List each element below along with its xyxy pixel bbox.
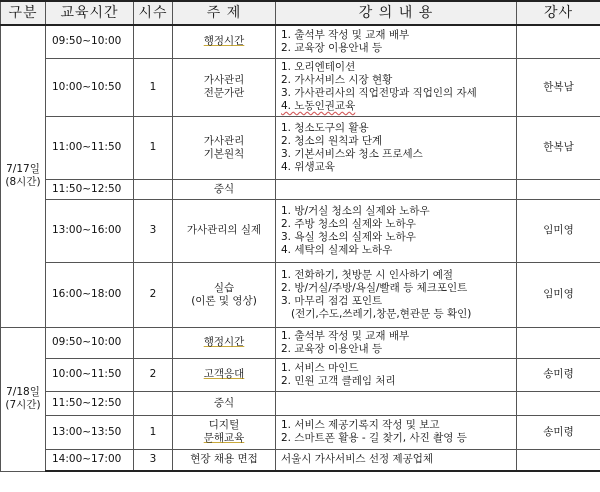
header-row bbox=[1, 1, 600, 25]
content-line: 2. 가사서비스 시장 현황 bbox=[281, 74, 393, 86]
header-division: 구분 bbox=[1, 1, 46, 25]
instructor-cell bbox=[517, 449, 600, 471]
content-line: 1. 출석부 작성 및 교재 배부 bbox=[281, 329, 410, 342]
instructor-cell: 송미령 bbox=[517, 358, 600, 391]
hours-cell: 1 bbox=[134, 116, 173, 179]
table-row bbox=[1, 262, 600, 327]
content-cell bbox=[276, 25, 517, 58]
header-content: 강 의 내 용 bbox=[276, 1, 517, 25]
day-total: (8시간) bbox=[5, 176, 41, 189]
content-line: 1. 서비스 마인드 bbox=[281, 361, 359, 374]
topic-line: (이론 및 영상) bbox=[191, 294, 257, 307]
topic-line: 가사관리 bbox=[203, 74, 245, 86]
topic-cell bbox=[173, 327, 276, 358]
topic-line: 기본원칙 bbox=[203, 147, 245, 160]
topic-line: 중식 bbox=[213, 182, 235, 195]
time-cell: 09:50~10:00 bbox=[46, 327, 134, 358]
topic-line: 가사관리 bbox=[203, 134, 245, 147]
day-date: 7/17일 bbox=[6, 163, 40, 176]
content-line: 1. 출석부 작성 및 교재 배부 bbox=[281, 28, 410, 41]
time-cell: 11:00~11:50 bbox=[46, 116, 134, 179]
topic-cell bbox=[173, 391, 276, 415]
topic-cell bbox=[173, 262, 276, 327]
content-line: 1. 오리엔테이션 bbox=[281, 61, 356, 73]
content-line: 2. 방/거실/주방/욕실/빨래 등 체크포인트 bbox=[281, 281, 468, 294]
time-cell: 10:00~10:50 bbox=[46, 58, 134, 116]
content-line: 3. 가사관리사의 직업전망과 직업인의 자세 bbox=[281, 87, 477, 99]
instructor-cell bbox=[517, 25, 600, 58]
hours-cell: 2 bbox=[134, 358, 173, 391]
content-cell bbox=[276, 449, 517, 471]
table-row bbox=[1, 199, 600, 262]
content-cell bbox=[276, 116, 517, 179]
hours-cell: 1 bbox=[134, 415, 173, 449]
hours-cell: 3 bbox=[134, 449, 173, 471]
topic-line: 행정시간 bbox=[203, 336, 245, 348]
time-cell: 13:00~16:00 bbox=[46, 199, 134, 262]
time-cell: 09:50~10:00 bbox=[46, 25, 134, 58]
content-line: 서울시 가사서비스 선정 제공업체 bbox=[281, 453, 434, 466]
topic-line: 디지털 bbox=[208, 419, 240, 431]
time-cell: 10:00~11:50 bbox=[46, 358, 134, 391]
content-line: 2. 교육장 이용안내 등 bbox=[281, 342, 383, 355]
time-cell: 13:00~13:50 bbox=[46, 415, 134, 449]
content-line: 2. 스마트폰 활용 - 길 찾기, 사진 촬영 등 bbox=[281, 432, 467, 444]
content-cell bbox=[276, 391, 517, 415]
content-line: (전기,수도,쓰레기,창문,현관문 등 확인) bbox=[291, 307, 472, 320]
instructor-cell: 임미영 bbox=[517, 262, 600, 327]
day-total: (7시간) bbox=[5, 399, 41, 411]
topic-line: 중식 bbox=[213, 396, 235, 409]
time-cell: 16:00~18:00 bbox=[46, 262, 134, 327]
topic-line: 가사관리의 실제 bbox=[186, 224, 262, 236]
content-cell bbox=[276, 327, 517, 358]
table-row bbox=[1, 25, 600, 58]
day-date: 7/18일 bbox=[6, 386, 40, 398]
topic-line: 문해교육 bbox=[203, 432, 245, 444]
content-line: 3. 기본서비스와 청소 프로세스 bbox=[281, 147, 423, 160]
hours-cell: 1 bbox=[134, 58, 173, 116]
day-cell bbox=[1, 327, 46, 471]
table-row bbox=[1, 449, 600, 471]
instructor-cell bbox=[517, 391, 600, 415]
content-cell bbox=[276, 58, 517, 116]
topic-cell bbox=[173, 415, 276, 449]
topic-cell bbox=[173, 358, 276, 391]
content-line: 1. 전화하기, 첫방문 시 인사하기 예절 bbox=[281, 268, 454, 281]
content-line: 4. 노동인권교육 bbox=[281, 100, 356, 112]
topic-line: 전문가란 bbox=[203, 87, 245, 99]
time-cell: 11:50~12:50 bbox=[46, 391, 134, 415]
table-row bbox=[1, 415, 600, 449]
hours-cell bbox=[134, 25, 173, 58]
content-cell bbox=[276, 262, 517, 327]
content-line: 1. 방/거실 청소의 실제와 노하우 bbox=[281, 204, 430, 217]
topic-line: 실습 bbox=[213, 281, 235, 294]
topic-cell bbox=[173, 25, 276, 58]
hours-cell bbox=[134, 327, 173, 358]
instructor-cell: 한복남 bbox=[517, 116, 600, 179]
topic-line: 행정시간 bbox=[203, 35, 245, 48]
table-row bbox=[1, 327, 600, 358]
content-line: 2. 주방 청소의 실제와 노하우 bbox=[281, 217, 416, 230]
topic-cell bbox=[173, 58, 276, 116]
topic-line: 고객응대 bbox=[203, 368, 245, 380]
header-topic: 주 제 bbox=[173, 1, 276, 25]
topic-cell bbox=[173, 449, 276, 471]
table-row bbox=[1, 116, 600, 179]
table-row bbox=[1, 358, 600, 391]
topic-line: 현장 채용 면접 bbox=[190, 453, 258, 466]
content-line: 4. 위생교육 bbox=[281, 160, 335, 173]
table-row bbox=[1, 391, 600, 415]
content-line: 2. 교육장 이용안내 등 bbox=[281, 41, 383, 54]
content-line: 1. 서비스 제공기록지 작성 및 보고 bbox=[281, 419, 440, 431]
content-line: 4. 세탁의 실제와 노하우 bbox=[281, 243, 393, 256]
content-cell bbox=[276, 179, 517, 199]
content-cell bbox=[276, 358, 517, 391]
topic-cell bbox=[173, 116, 276, 179]
instructor-cell: 임미영 bbox=[517, 199, 600, 262]
content-cell bbox=[276, 415, 517, 449]
content-line: 1. 청소도구의 활용 bbox=[281, 121, 369, 134]
topic-cell bbox=[173, 199, 276, 262]
content-line: 3. 마무리 점검 포인트 bbox=[281, 294, 383, 307]
content-line: 2. 청소의 원칙과 단계 bbox=[281, 134, 383, 147]
header-time: 교육시간 bbox=[46, 1, 134, 25]
hours-cell bbox=[134, 391, 173, 415]
content-line: 3. 욕실 청소의 실제와 노하우 bbox=[281, 230, 416, 243]
header-hours: 시수 bbox=[134, 1, 173, 25]
content-line: 2. 민원 고객 클레임 처리 bbox=[281, 374, 396, 387]
hours-cell bbox=[134, 179, 173, 199]
hours-cell: 2 bbox=[134, 262, 173, 327]
time-cell: 11:50~12:50 bbox=[46, 179, 134, 199]
table-row bbox=[1, 58, 600, 116]
table-row bbox=[1, 179, 600, 199]
instructor-cell bbox=[517, 179, 600, 199]
content-cell bbox=[276, 199, 517, 262]
day-cell bbox=[1, 25, 46, 327]
instructor-cell: 한복남 bbox=[517, 58, 600, 116]
header-instructor: 강사 bbox=[517, 1, 600, 25]
instructor-cell bbox=[517, 327, 600, 358]
topic-cell bbox=[173, 179, 276, 199]
instructor-cell: 송미령 bbox=[517, 415, 600, 449]
time-cell: 14:00~17:00 bbox=[46, 449, 134, 471]
hours-cell: 3 bbox=[134, 199, 173, 262]
